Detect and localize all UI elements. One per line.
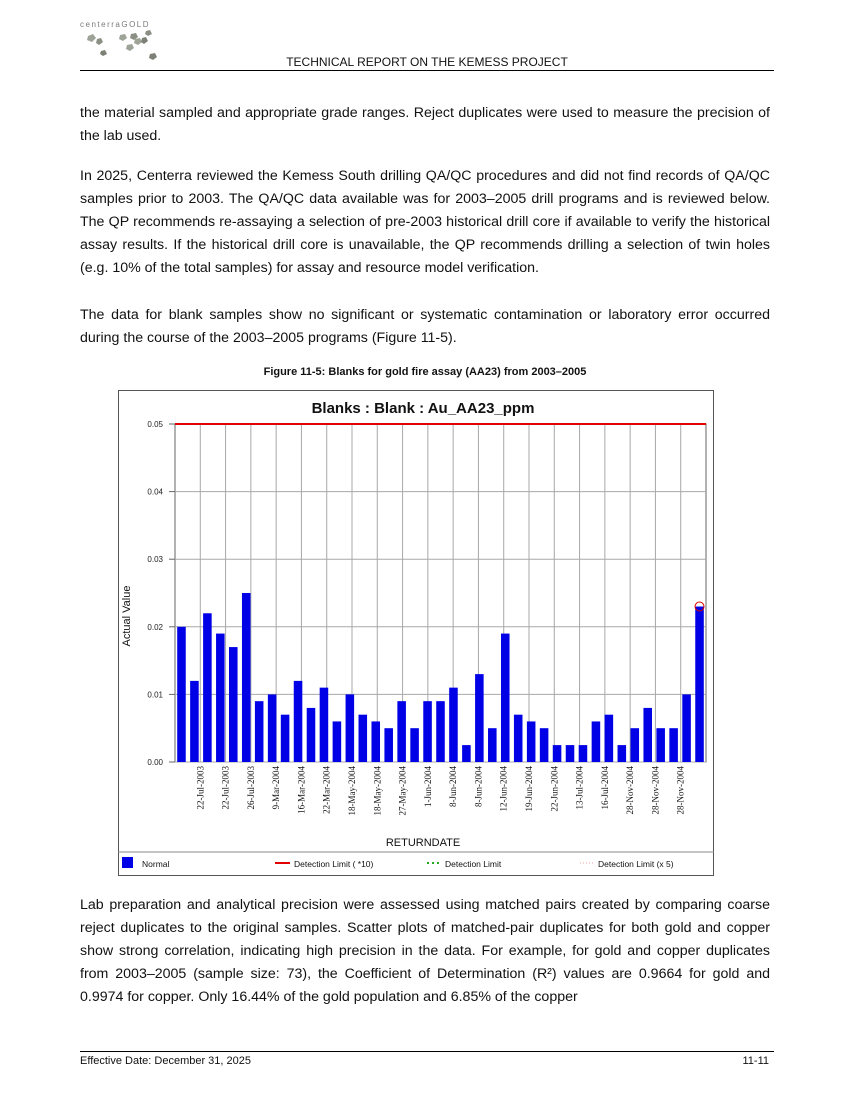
effective-date: Effective Date: December 31, 2025 [80, 1055, 252, 1067]
logo-text: centerraGOLD [80, 20, 151, 29]
bar [566, 745, 575, 762]
chart-svg [118, 390, 714, 876]
x-tick-label: 9-Mar-2004 [271, 766, 282, 810]
x-tick-label: 16-Mar-2004 [296, 766, 307, 814]
x-tick-label: 18-May-2004 [372, 766, 383, 816]
y-axis-label: Actual Value [121, 585, 133, 647]
x-tick-label: 28-Nov-2004 [650, 766, 661, 815]
x-tick-label: 28-Nov-2004 [625, 766, 636, 815]
bar [540, 728, 549, 762]
bar [488, 728, 497, 762]
chart-title: Blanks : Blank : Au_AA23_ppm [311, 400, 535, 417]
footer-divider [80, 1051, 774, 1052]
x-tick-label: 18-May-2004 [347, 766, 357, 816]
bar [579, 745, 588, 762]
bar [371, 721, 380, 762]
header-divider [80, 70, 774, 71]
bar [462, 745, 471, 762]
x-tick-label: 27-May-2004 [397, 766, 408, 816]
bar [656, 728, 665, 762]
y-tick-label: 0.04 [147, 487, 163, 497]
x-tick-label: 8-Jun-2004 [448, 766, 459, 807]
bar [475, 674, 484, 762]
bar [203, 613, 212, 762]
y-tick-label: 0.01 [147, 690, 163, 700]
report-title: TECHNICAL REPORT ON THE KEMESS PROJECT [286, 55, 568, 69]
y-tick-label: 0.05 [147, 420, 163, 429]
blanks-chart [118, 390, 714, 876]
paragraph-2: In 2025, Centerra reviewed the Kemess South drilling QA/QC procedures and did not find records of QA/QC samples prior to 2003. The QA/QC data available was for 2003–2005 drill programs and is reviewed below. The QP recommends re-assaying a selection of pre-2003 historical drill core if available to verify the historical assay results. If the historical drill core is unavailable, the QP recommends drilling a selection of twin holes (e.g. 10% of the total samples) for assay and resource model verification. [80, 168, 770, 276]
bar [695, 607, 704, 762]
legend-entry-limit: Detection Limit [445, 859, 502, 869]
bar [527, 721, 536, 762]
bar [423, 701, 432, 762]
x-tick-label: 26-Jul-2003 [245, 766, 256, 810]
bar [294, 681, 303, 762]
bar [436, 701, 445, 762]
bar [333, 721, 342, 762]
bar [643, 708, 652, 762]
bar [359, 715, 368, 762]
bar [229, 647, 238, 762]
bar [320, 688, 329, 762]
bar [307, 708, 316, 762]
bar [592, 721, 601, 762]
x-tick-label: 22-Mar-2004 [321, 766, 332, 814]
bar [242, 593, 251, 762]
bar [682, 694, 691, 762]
x-tick-label: 22-Jul-2003 [220, 766, 231, 810]
legend-entry-limit-x10: Detection Limit ( *10) [294, 859, 374, 869]
x-tick-label: 19-Jun-2004 [524, 766, 534, 812]
bar [501, 634, 510, 762]
y-tick-label: 0.02 [147, 622, 163, 632]
bar [268, 694, 277, 762]
legend-entry-normal: Normal [142, 859, 170, 869]
paragraph-1: the material sampled and appropriate grade ranges. Reject duplicates were used to measure the precision of the lab used. [80, 105, 770, 144]
bar [216, 634, 225, 762]
bar [255, 701, 264, 762]
bar [514, 715, 523, 762]
bar [177, 627, 186, 762]
y-tick-label: 0.03 [147, 555, 163, 565]
y-tick-label: 0.00 [147, 758, 163, 767]
x-tick-label: 22-Jul-2003 [195, 766, 206, 810]
legend-entry-limit-x5: Detection Limit (x 5) [598, 859, 674, 869]
figure-caption: Figure 11-5: Blanks for gold fire assay (AA23) from 2003–2005 [263, 366, 587, 378]
bar [384, 728, 393, 762]
x-tick-label: 12-Jun-2004 [498, 766, 509, 812]
bar [449, 688, 458, 762]
x-tick-label: 8-Jun-2004 [473, 766, 484, 807]
bar [410, 728, 419, 762]
bar [190, 681, 199, 762]
paragraph-4: Lab preparation and analytical precision were assessed using matched pairs created by comparing coarse reject duplicates to the original samples. Scatter plots of matched-pair duplicates for both gold and copper show strong correlation, indicating high precision in the data. For example, for gold and copper duplicates from 2003–2005 (sample size: 73), the Coefficient of Determination (R²) values are 0.9664 for gold and 0.9974 for copper. Only 16.44% of the gold population and 6.85% of the copper [80, 897, 770, 1005]
x-tick-label: 16-Jul-2004 [599, 766, 610, 810]
x-tick-label: 28-Nov-2004 [675, 766, 686, 815]
bar [346, 694, 355, 762]
legend-swatch-normal [122, 857, 133, 868]
paragraph-3: The data for blank samples show no significant or systematic contamination or laboratory error occurred during the course of the 2003–2005 programs (Figure 11-5). [80, 307, 770, 346]
bar [605, 715, 614, 762]
bar [669, 728, 678, 762]
bar [281, 715, 290, 762]
x-tick-label: 1-Jun-2004 [422, 766, 433, 807]
bar [553, 745, 562, 762]
bar [397, 701, 406, 762]
x-axis-label: RETURNDATE [385, 837, 461, 849]
page-number: 11-11 [742, 1055, 769, 1067]
x-tick-label: 22-Jun-2004 [549, 766, 560, 812]
x-tick-label: 13-Jul-2004 [574, 766, 585, 810]
bar [630, 728, 639, 762]
bar [618, 745, 627, 762]
